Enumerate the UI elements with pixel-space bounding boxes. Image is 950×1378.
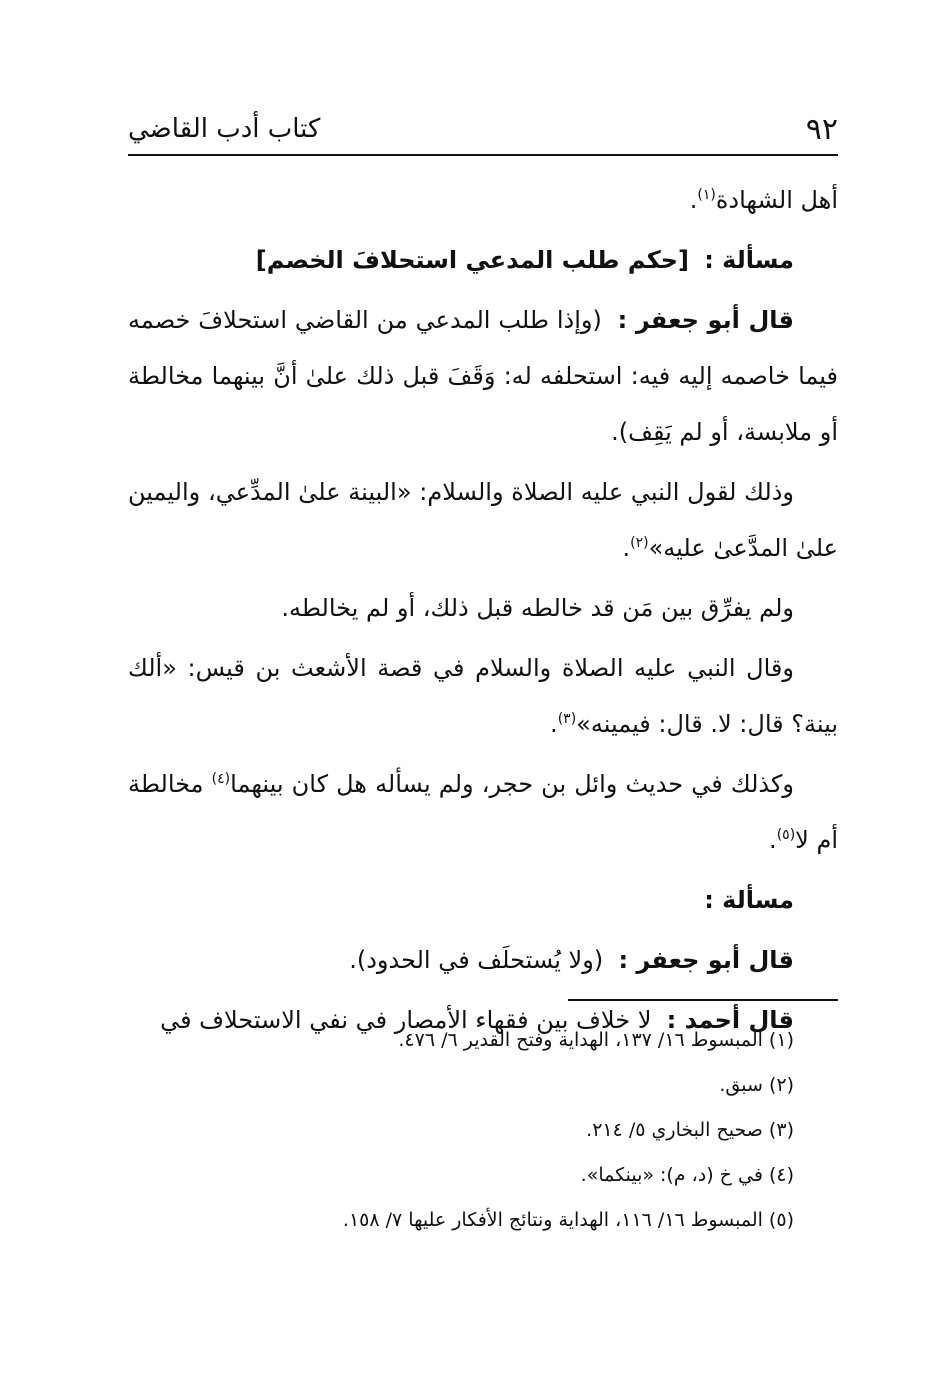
speaker-label: قال أبو جعفر :	[618, 946, 794, 974]
paragraph-text: مخالطة أم لا	[128, 770, 838, 854]
paragraph-text: وذلك لقول النبي عليه الصلاة والسلام: «البينة علىٰ المدِّعي، واليمين علىٰ المدَّعىٰ عليه»	[128, 478, 838, 562]
footnote-ref: (٢)	[630, 535, 649, 551]
paragraph-text: (وإذا طلب المدعي من القاضي استحلافَ خصمه فيما خاصمه إليه فيه: استحلفه له: وَقَفَ قبل ذلك علىٰ أنَّ بينهما مخالطة أو ملابسة، أو لم يَقِف).	[128, 306, 838, 446]
main-text	[128, 172, 838, 1052]
paragraph-7	[128, 756, 838, 868]
footnote-divider	[568, 999, 838, 1001]
paragraph-text: وكذلك في حديث وائل بن حجر، ولم يسأله هل كان بينهما	[230, 770, 794, 798]
paragraph-5	[128, 580, 838, 636]
paragraph-text: لا خلاف بين فقهاء الأمصار في نفي الاستحلاف في	[160, 1006, 652, 1034]
page-number: ٩٢	[805, 112, 838, 147]
punctuation: .	[550, 710, 558, 738]
issue-label: مسألة :	[704, 246, 794, 274]
footnote-2: (٢) سبق.	[719, 1074, 794, 1096]
footnote-ref: (١)	[697, 187, 716, 203]
punctuation: .	[622, 534, 631, 562]
footnote-1: (١) المبسوط ١٦/ ١٣٧، الهداية وفتح القدير ٦/ ٤٧٦.	[398, 1029, 794, 1051]
speaker-label: قال أحمد :	[666, 1006, 794, 1034]
paragraph-6	[128, 640, 838, 752]
paragraph-9	[128, 932, 838, 988]
footnote-ref: (٥)	[776, 827, 796, 843]
punctuation: .	[689, 186, 698, 214]
page-header	[128, 108, 838, 156]
footnotes	[128, 1018, 838, 1243]
footnote-ref: (٣)	[557, 711, 577, 727]
speaker-label: قال أبو جعفر :	[617, 306, 795, 334]
paragraph-3	[128, 292, 838, 460]
footnote-5: (٥) المبسوط ١٦/ ١١٦، الهداية ونتائج الأفكار عليها ٧/ ١٥٨.	[342, 1209, 794, 1231]
paragraph-4	[128, 464, 838, 576]
paragraph-text: (ولا يُستحلَف في الحدود).	[349, 946, 604, 974]
paragraph-text: وقال النبي عليه الصلاة والسلام في قصة الأشعث بن قيس: «ألك بينة؟ قال: لا. قال: فيمينه»	[128, 654, 838, 738]
issue-title: [حكم طلب المدعي استحلافَ الخصم]	[255, 246, 689, 274]
paragraph-text: ولم يفرِّق بين مَن قد خالطه قبل ذلك، أو لم يخالطه.	[281, 594, 794, 622]
paragraph-1	[128, 172, 838, 228]
footnote-ref: (٤)	[211, 771, 231, 787]
running-title: كتاب أدب القاضي	[128, 114, 321, 144]
punctuation: .	[769, 826, 777, 854]
paragraph-text: أهل الشهادة	[715, 186, 838, 214]
issue-heading-2	[128, 872, 838, 928]
issue-label: مسألة :	[704, 886, 794, 914]
footnote-3: (٣) صحيح البخاري ٥/ ٢١٤.	[586, 1119, 794, 1141]
footnote-4: (٤) في خ (د، م): «بينكما».	[580, 1164, 794, 1186]
issue-heading	[128, 232, 838, 288]
